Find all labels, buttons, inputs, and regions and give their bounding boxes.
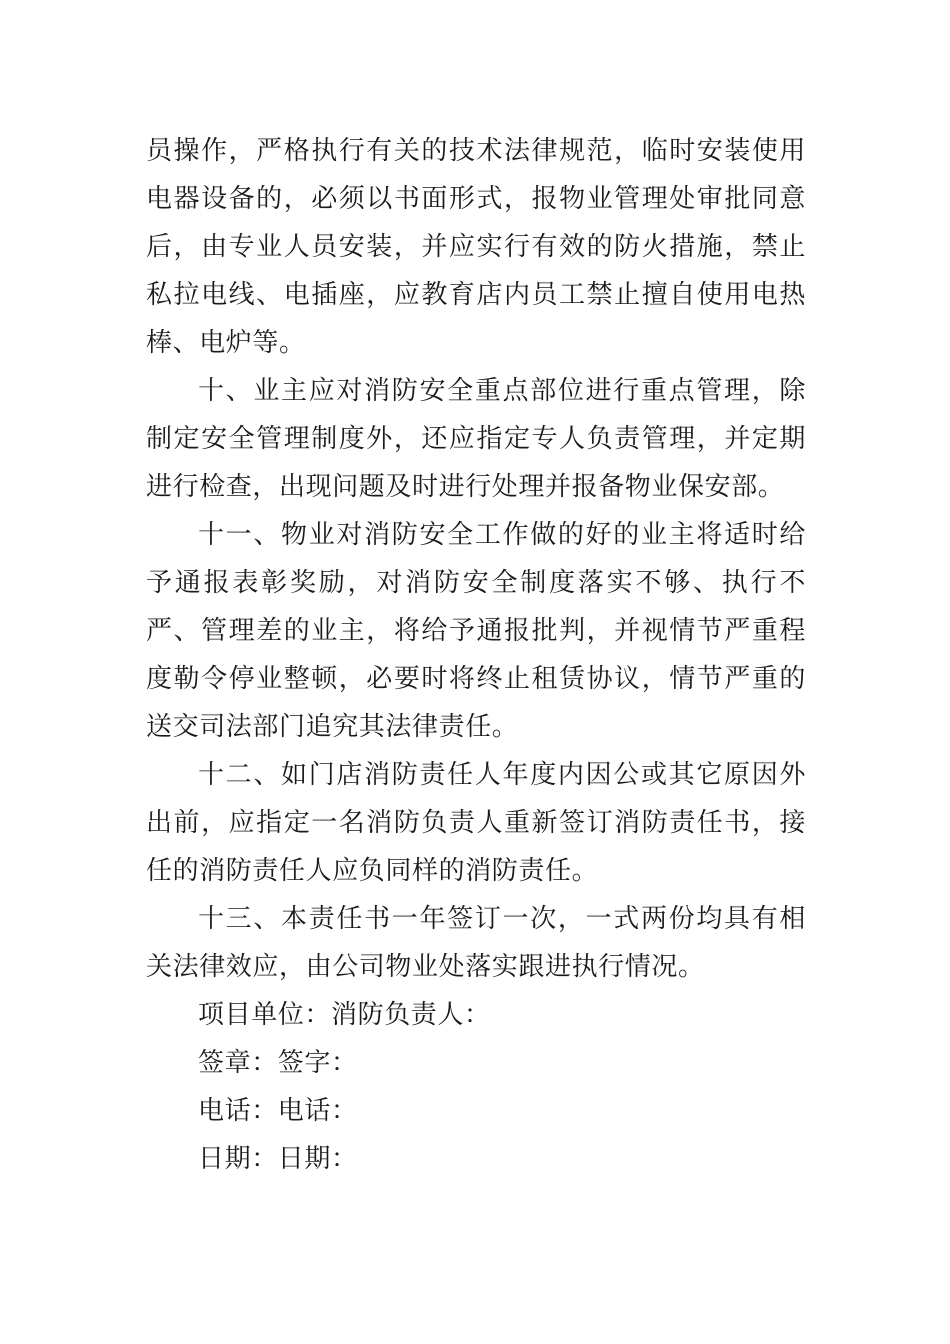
- signature-seal-line: 签章：签字：: [198, 1048, 358, 1078]
- paragraph-clause-12: 十二、如门店消防责任人年度内因公或其它原因外出前，应指定一名消防负责人重新签订消防责任书，接任的消防责任人应负同样的消防责任。: [146, 760, 806, 886]
- signature-phone-line: 电话：电话：: [198, 1096, 358, 1126]
- paragraph-clause-11: 十一、物业对消防安全工作做的好的业主将适时给予通报表彰奖励，对消防安全制度落实不够、执行不严、管理差的业主，将给予通报批判，并视情节严重程度勒令停业整顿，必要时将终止租赁协议，情节严重的送交司法部门追究其法律责任。: [146, 520, 806, 742]
- paragraph-clause-10: 十、业主应对消防安全重点部位进行重点管理，除制定安全管理制度外，还应指定专人负责管理，并定期进行检查，出现问题及时进行处理并报备物业保安部。: [146, 376, 806, 502]
- paragraph-clause-13: 十三、本责任书一年签订一次，一式两份均具有相关法律效应，由公司物业处落实跟进执行情况。: [146, 904, 806, 982]
- paragraph-continuation: 员操作，严格执行有关的技术法律规范，临时安装使用电器设备的，必须以书面形式，报物业管理处审批同意后，由专业人员安装，并应实行有效的防火措施，禁止私拉电线、电插座，应教育店内员工禁止擅自使用电热棒、电炉等。: [146, 136, 806, 358]
- document-body: [146, 127, 806, 1183]
- signature-date-line: 日期：日期：: [198, 1144, 358, 1174]
- signature-unit-line: 项目单位：消防负责人：: [198, 1000, 491, 1030]
